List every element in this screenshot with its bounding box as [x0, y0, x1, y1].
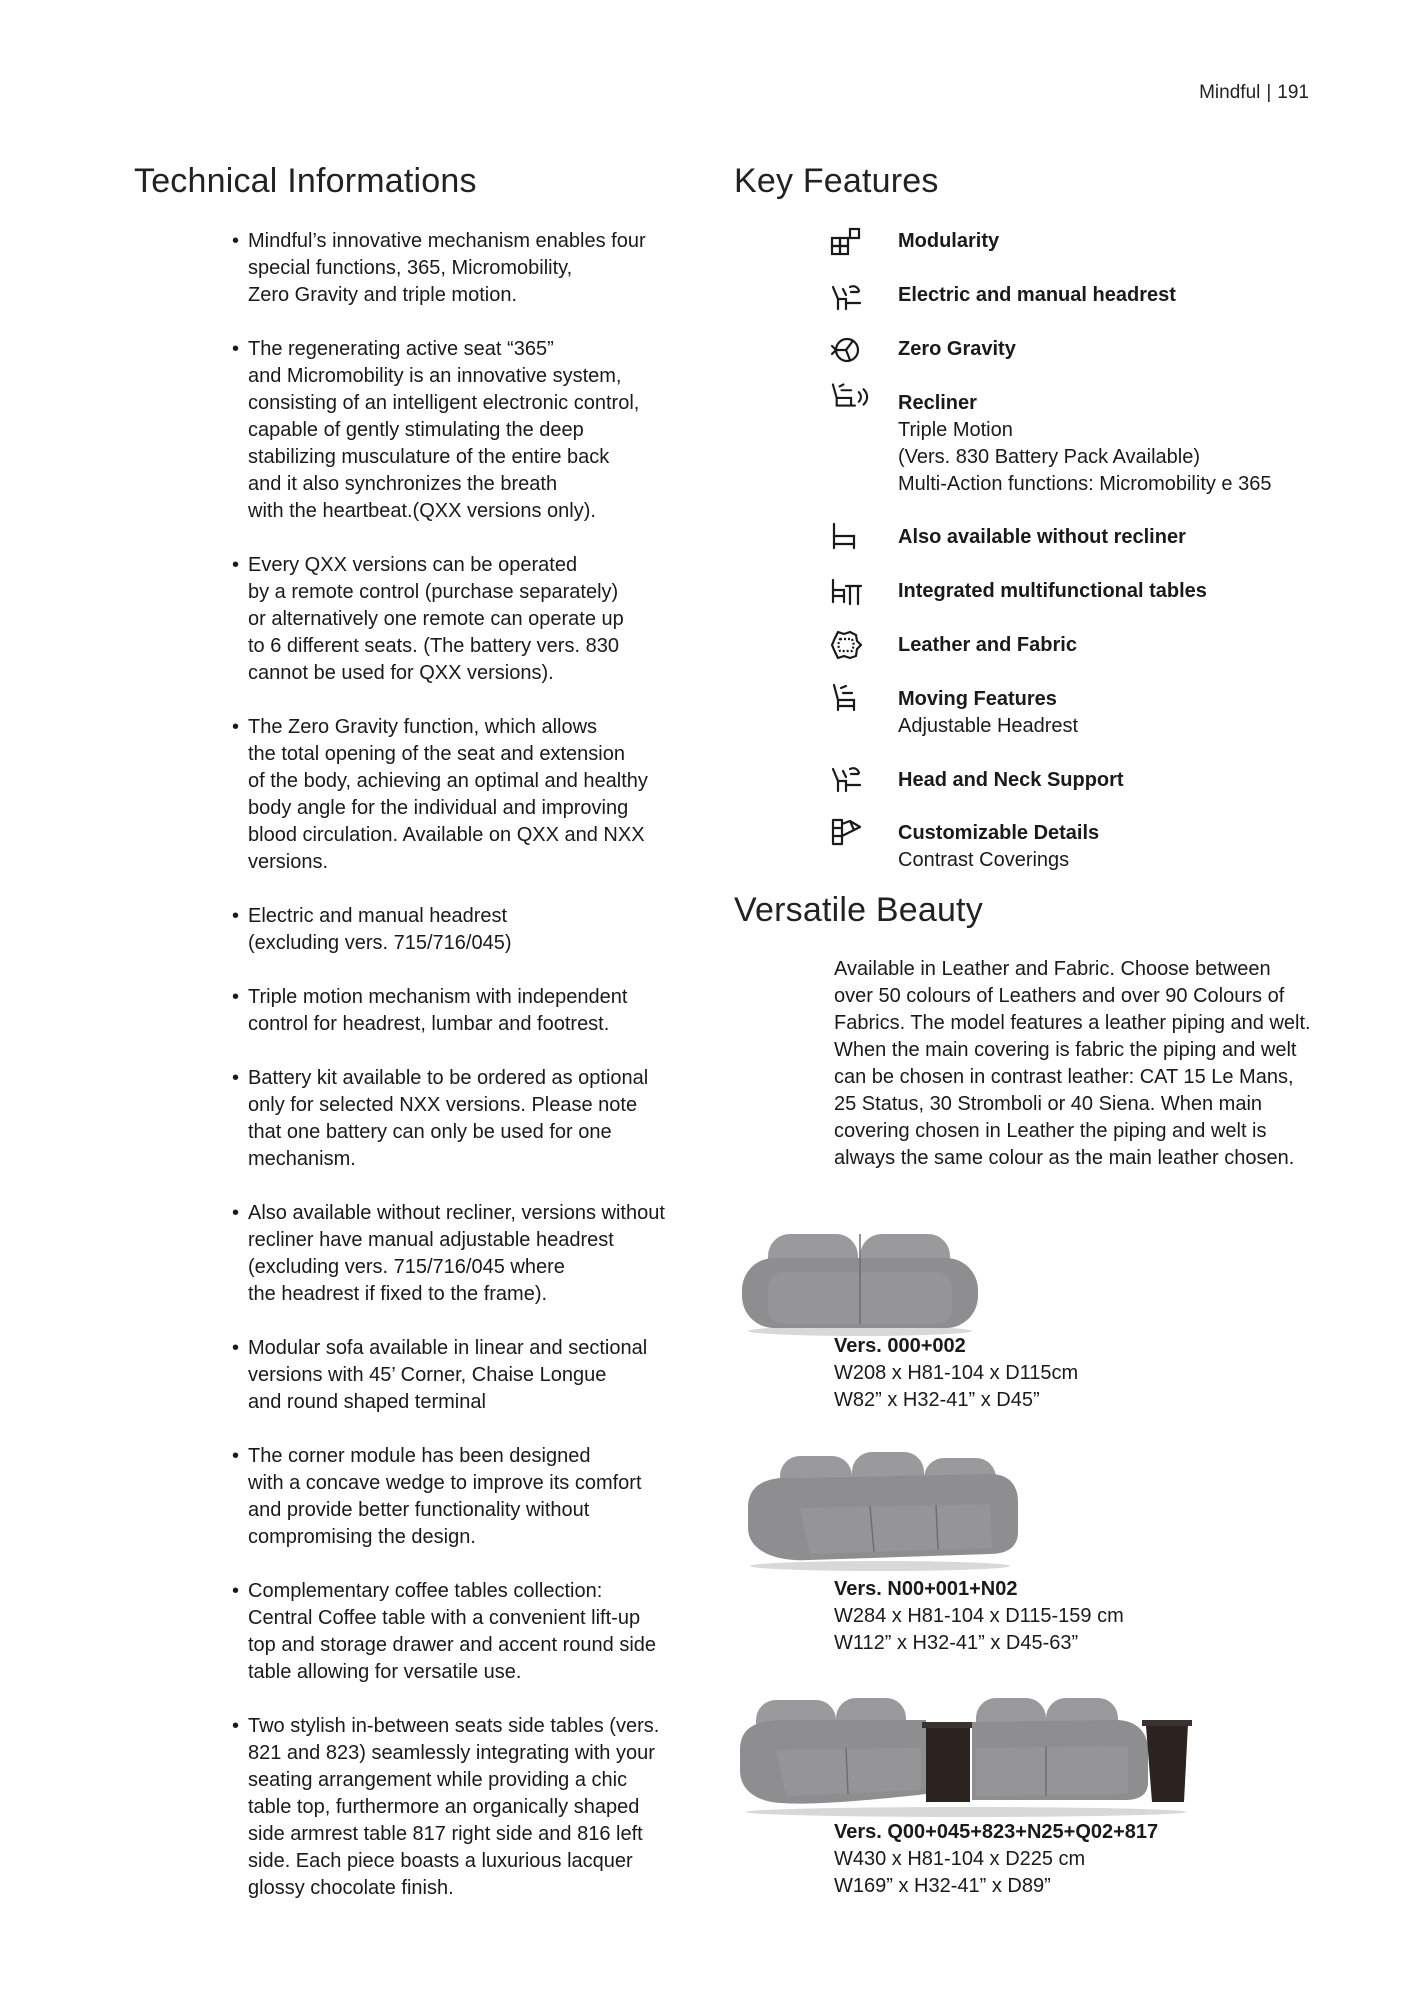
table-icon	[830, 576, 866, 608]
features-title: Key Features	[734, 162, 939, 200]
beauty-description: Available in Leather and Fabric. Choose between over 50 colours of Leathers and over 90 Colours of Fabrics. The model features a leather piping and welt. When the main covering is fabric the piping and welt can be chosen in contrast leather: CAT 15 Le Mans, 25 Status, 30 Stromboli or 40 Siena. When main covering chosen in Leather the piping and welt is always the same colour as the main leather chosen.	[834, 958, 1311, 1169]
feature-title: Leather and Fabric	[898, 634, 1077, 656]
feature-leather-fabric	[898, 632, 1338, 659]
version-name: Vers. N00+001+N02	[834, 1578, 1018, 1600]
feature-recliner	[898, 390, 1338, 498]
feature-subline: Contrast Coverings	[898, 849, 1070, 871]
feature-customizable	[898, 820, 1338, 874]
feature-zero-gravity	[898, 336, 1338, 363]
feature-title: Moving Features	[898, 688, 1057, 710]
leather-fabric-icon	[830, 629, 866, 661]
moving-seat-icon	[830, 682, 866, 714]
version-3	[834, 1819, 1314, 1900]
technical-item: • Battery kit available to be ordered as optional only for selected NXX versions. Please note that one battery can only be used for one mechanism.	[230, 1065, 710, 1173]
sofa-image-2	[740, 1448, 1020, 1573]
version-metric: W208 x H81-104 x D115cm	[834, 1362, 1079, 1384]
feature-title: Recliner	[898, 392, 977, 414]
feature-title: Customizable Details	[898, 822, 1100, 844]
headrest-icon	[830, 281, 866, 313]
feature-title: Electric and manual headrest	[898, 284, 1176, 306]
technical-item: • The corner module has been designed with a concave wedge to improve its comfort and provide better functionality without compromising the design.	[230, 1443, 710, 1551]
feature-title: Modularity	[898, 230, 1000, 252]
modularity-icon	[830, 226, 866, 258]
technical-item: • Modular sofa available in linear and sectional versions with 45’ Corner, Chaise Longue and round shaped terminal	[230, 1335, 710, 1416]
technical-item: • Mindful’s innovative mechanism enables four special functions, 365, Micromobility, Zero Gravity and triple motion.	[230, 228, 710, 309]
feature-moving	[898, 686, 1338, 740]
neck-support-icon	[830, 763, 866, 795]
feature-tables	[898, 578, 1338, 605]
version-imperial: W82” x H32-41” x D45”	[834, 1389, 1040, 1411]
technical-item: • Complementary coffee tables collection: Central Coffee table with a convenient lift-up top and storage drawer and accent round side table allowing for versatile use.	[230, 1578, 710, 1686]
version-imperial: W112” x H32-41” x D45-63”	[834, 1632, 1079, 1654]
header-section: Mindful	[1199, 82, 1261, 103]
feature-subline: Adjustable Headrest	[898, 715, 1079, 737]
version-name: Vers. Q00+045+823+N25+Q02+817	[834, 1821, 1159, 1843]
feature-subline: Multi-Action functions: Micromobility e 365	[898, 473, 1272, 495]
feature-no-recliner	[898, 524, 1338, 551]
feature-subline: Triple Motion	[898, 419, 1013, 441]
version-metric: W284 x H81-104 x D115-159 cm	[834, 1605, 1124, 1627]
page-number: 191	[1277, 82, 1309, 103]
version-2	[834, 1576, 1314, 1657]
technical-item: • Electric and manual headrest (excluding vers. 715/716/045)	[230, 903, 710, 957]
version-1	[834, 1333, 1314, 1414]
customize-icon	[830, 816, 866, 848]
beauty-title: Versatile Beauty	[734, 891, 983, 929]
zero-gravity-icon	[830, 334, 866, 366]
page-header	[1199, 82, 1309, 104]
technical-item: • Also available without recliner, versions without recliner have manual adjustable headrest (excluding vers. 715/716/045 where the headrest if fixed to the frame).	[230, 1200, 710, 1308]
version-imperial: W169” x H32-41” x D89”	[834, 1875, 1051, 1897]
technical-item: • Triple motion mechanism with independent control for headrest, lumbar and footrest.	[230, 984, 710, 1038]
technical-item: • Two stylish in-between seats side tables (vers. 821 and 823) seamlessly integrating with your seating arrangement while providing a chic table top, furthermore an organically shaped side armrest table 817 right side and 816 left side. Each piece boasts a luxurious lacquer glossy chocolate finish.	[230, 1713, 710, 1902]
version-metric: W430 x H81-104 x D225 cm	[834, 1848, 1086, 1870]
feature-subline: (Vers. 830 Battery Pack Available)	[898, 446, 1201, 468]
feature-neck-support	[898, 767, 1338, 794]
feature-title: Integrated multifunctional tables	[898, 580, 1207, 602]
technical-list	[230, 228, 710, 1929]
technical-item: • Every QXX versions can be operated by a remote control (purchase separately) or alternatively one remote can operate up to 6 different seats. (The battery vers. 830 cannot be used for QXX versions).	[230, 552, 710, 687]
feature-headrest	[898, 282, 1338, 309]
technical-title: Technical Informations	[134, 162, 477, 200]
technical-item: • The Zero Gravity function, which allows the total opening of the seat and extension of the body, achieving an optimal and healthy body angle for the individual and improving blood circulation. Available on QXX and NXX versions.	[230, 714, 710, 876]
feature-modularity	[898, 228, 1338, 255]
header-separator: |	[1266, 82, 1272, 103]
chair-icon	[830, 520, 866, 552]
feature-title: Zero Gravity	[898, 338, 1016, 360]
feature-title: Also available without recliner	[898, 526, 1186, 548]
recliner-icon	[830, 380, 878, 412]
sofa-image-3	[736, 1690, 1196, 1820]
version-name: Vers. 000+002	[834, 1335, 966, 1357]
technical-item: • The regenerating active seat “365” and Micromobility is an innovative system, consisting of an intelligent electronic control, capable of gently stimulating the deep stabilizing musculature of the entire back and it also synchronizes the breath with the heartbeat.(QXX versions only).	[230, 336, 710, 525]
sofa-image-1	[740, 1228, 980, 1338]
feature-title: Head and Neck Support	[898, 769, 1124, 791]
